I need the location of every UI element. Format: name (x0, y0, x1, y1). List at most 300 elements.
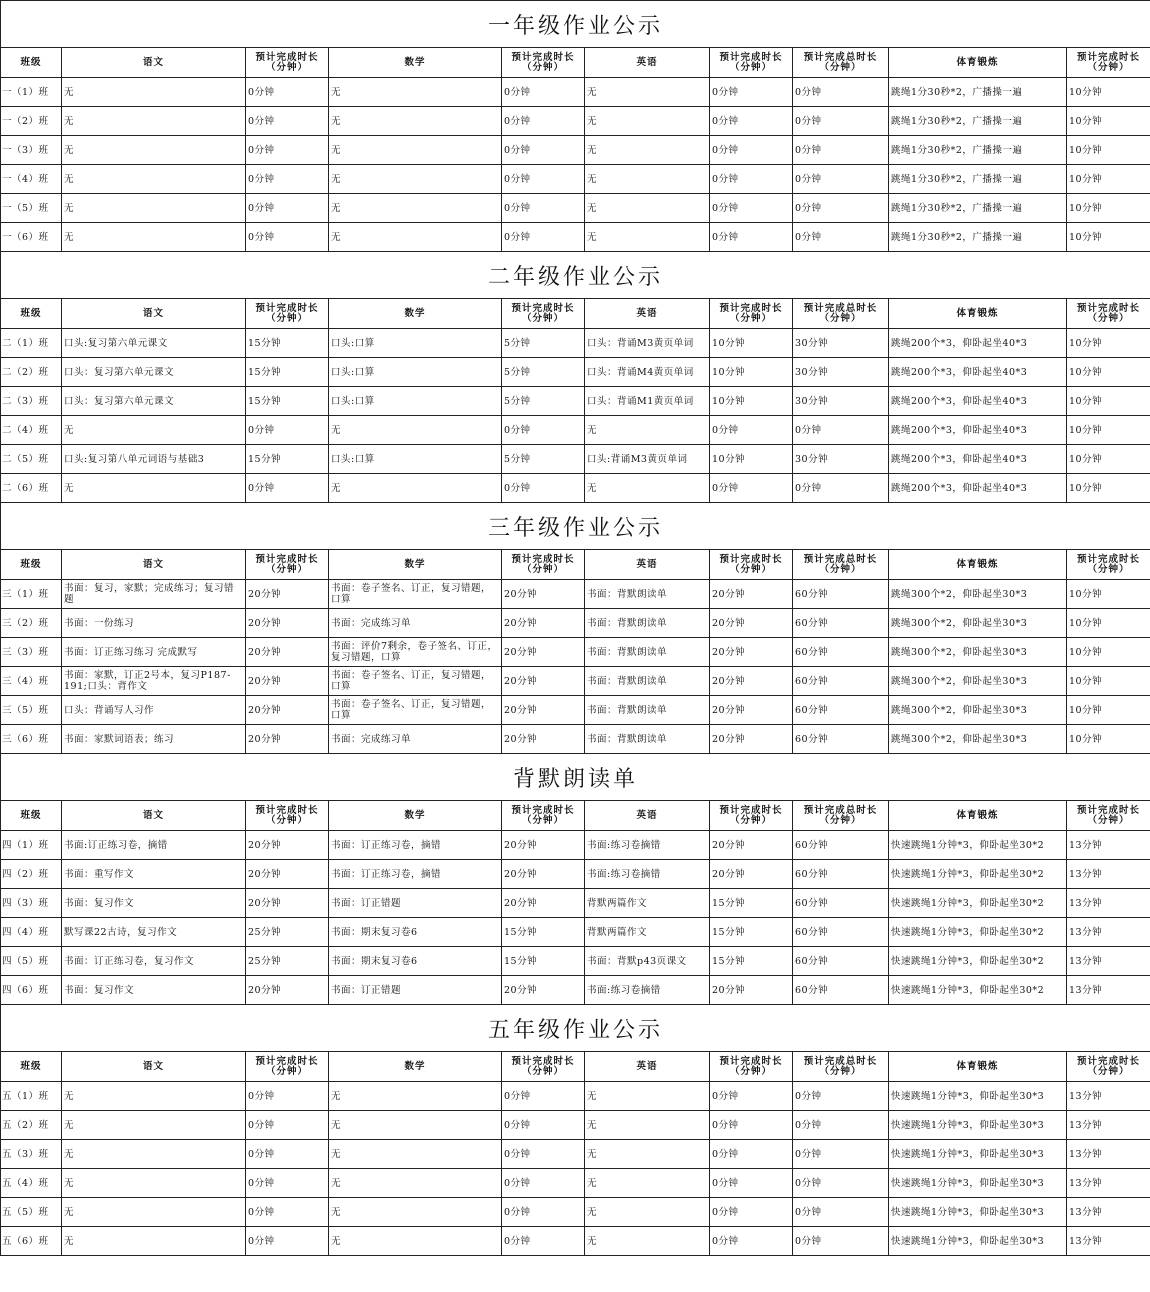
chinese-time-cell: 0分钟 (246, 1111, 329, 1140)
english-time-cell: 10分钟 (710, 358, 793, 387)
math-time-cell: 0分钟 (502, 223, 585, 252)
section-title-row (1, 1, 1150, 48)
pe-cell: 跳绳300个*2，仰卧起坐30*3 (889, 638, 1067, 667)
total-time-cell: 60分钟 (793, 609, 889, 638)
math-time-cell: 20分钟 (502, 638, 585, 667)
pe-time-cell: 13分钟 (1067, 918, 1150, 947)
table-row (1, 1198, 1150, 1227)
chinese-time-cell: 20分钟 (246, 976, 329, 1005)
chinese-time-cell: 20分钟 (246, 889, 329, 918)
chinese-time-cell: 0分钟 (246, 416, 329, 445)
pe-time-cell: 13分钟 (1067, 976, 1150, 1005)
english-time-cell: 0分钟 (710, 223, 793, 252)
english-homework-cell: 无 (585, 1111, 710, 1140)
pe-cell: 跳绳200个*3，仰卧起坐40*3 (889, 387, 1067, 416)
chinese-time-cell: 0分钟 (246, 474, 329, 503)
header-total-time: 预计完成总时长（分钟） (793, 48, 889, 78)
table-row (1, 1169, 1150, 1198)
english-time-cell: 0分钟 (710, 194, 793, 223)
math-homework-cell: 无 (329, 416, 502, 445)
total-time-cell: 0分钟 (793, 1169, 889, 1198)
math-homework-cell: 书面：卷子签名、订正，复习错题，口算 (329, 580, 502, 609)
column-header-row (1, 1052, 1150, 1082)
pe-time-cell: 10分钟 (1067, 474, 1150, 503)
header-class: 班级 (1, 801, 62, 831)
header-math: 数学 (329, 299, 502, 329)
section-title: 五年级作业公示 (1, 1005, 1150, 1052)
section-title: 一年级作业公示 (1, 1, 1150, 48)
chinese-homework-cell: 口头:复习第八单元词语与基础3 (62, 445, 246, 474)
english-time-cell: 20分钟 (710, 860, 793, 889)
class-cell: 四（4）班 (1, 918, 62, 947)
pe-cell: 快速跳绳1分钟*3，仰卧起坐30*3 (889, 1082, 1067, 1111)
chinese-time-cell: 0分钟 (246, 1140, 329, 1169)
chinese-time-cell: 25分钟 (246, 918, 329, 947)
header-chinese: 语文 (62, 299, 246, 329)
pe-time-cell: 13分钟 (1067, 1227, 1150, 1256)
pe-cell: 跳绳200个*3，仰卧起坐40*3 (889, 416, 1067, 445)
class-cell: 二（6）班 (1, 474, 62, 503)
pe-time-cell: 13分钟 (1067, 831, 1150, 860)
math-time-cell: 0分钟 (502, 1140, 585, 1169)
math-homework-cell: 书面：期末复习卷6 (329, 947, 502, 976)
pe-cell: 快速跳绳1分钟*3，仰卧起坐30*2 (889, 831, 1067, 860)
pe-time-cell: 10分钟 (1067, 696, 1150, 725)
math-homework-cell: 无 (329, 107, 502, 136)
pe-cell: 快速跳绳1分钟*3，仰卧起坐30*3 (889, 1111, 1067, 1140)
english-time-cell: 20分钟 (710, 580, 793, 609)
english-homework-cell: 无 (585, 1082, 710, 1111)
english-homework-cell: 书面：背默朗读单 (585, 696, 710, 725)
total-time-cell: 0分钟 (793, 474, 889, 503)
pe-time-cell: 10分钟 (1067, 136, 1150, 165)
pe-cell: 跳绳1分30秒*2，广播操一遍 (889, 136, 1067, 165)
chinese-homework-cell: 书面：订正练习卷，复习作文 (62, 947, 246, 976)
english-homework-cell: 口头：背诵M3黄页单词 (585, 329, 710, 358)
class-cell: 二（2）班 (1, 358, 62, 387)
pe-cell: 跳绳300个*2，仰卧起坐30*3 (889, 725, 1067, 754)
table-row (1, 107, 1150, 136)
table-row (1, 1111, 1150, 1140)
chinese-time-cell: 20分钟 (246, 580, 329, 609)
chinese-time-cell: 0分钟 (246, 136, 329, 165)
class-cell: 五（2）班 (1, 1111, 62, 1140)
column-header-row (1, 48, 1150, 78)
chinese-time-cell: 0分钟 (246, 1227, 329, 1256)
section-title: 三年级作业公示 (1, 503, 1150, 550)
chinese-homework-cell: 无 (62, 1082, 246, 1111)
class-cell: 五（1）班 (1, 1082, 62, 1111)
total-time-cell: 60分钟 (793, 580, 889, 609)
math-time-cell: 0分钟 (502, 194, 585, 223)
english-time-cell: 0分钟 (710, 1169, 793, 1198)
section-title-row (1, 754, 1150, 801)
english-time-cell: 20分钟 (710, 696, 793, 725)
math-time-cell: 20分钟 (502, 860, 585, 889)
class-cell: 五（3）班 (1, 1140, 62, 1169)
class-cell: 四（1）班 (1, 831, 62, 860)
pe-time-cell: 10分钟 (1067, 416, 1150, 445)
header-pe: 体育锻炼 (889, 801, 1067, 831)
chinese-time-cell: 25分钟 (246, 947, 329, 976)
pe-cell: 快速跳绳1分钟*3，仰卧起坐30*3 (889, 1198, 1067, 1227)
pe-cell: 快速跳绳1分钟*3，仰卧起坐30*3 (889, 1169, 1067, 1198)
header-pe: 体育锻炼 (889, 1052, 1067, 1082)
english-time-cell: 20分钟 (710, 831, 793, 860)
chinese-homework-cell: 书面：订正练习练习 完成默写 (62, 638, 246, 667)
chinese-homework-cell: 书面：家默词语表；练习 (62, 725, 246, 754)
table-row (1, 725, 1150, 754)
chinese-time-cell: 20分钟 (246, 860, 329, 889)
math-homework-cell: 书面：完成练习单 (329, 609, 502, 638)
table-row (1, 696, 1150, 725)
chinese-homework-cell: 口头：背诵写人习作 (62, 696, 246, 725)
math-homework-cell: 书面：评价7剩余，卷子签名、订正，复习错题，口算 (329, 638, 502, 667)
english-time-cell: 20分钟 (710, 638, 793, 667)
pe-time-cell: 10分钟 (1067, 609, 1150, 638)
table-row (1, 638, 1150, 667)
class-cell: 一（3）班 (1, 136, 62, 165)
chinese-time-cell: 15分钟 (246, 445, 329, 474)
pe-time-cell: 13分钟 (1067, 860, 1150, 889)
header-chinese-time: 预计完成时长（分钟） (246, 1052, 329, 1082)
total-time-cell: 60分钟 (793, 860, 889, 889)
table-row (1, 194, 1150, 223)
table-row (1, 580, 1150, 609)
table-row (1, 831, 1150, 860)
total-time-cell: 60分钟 (793, 947, 889, 976)
chinese-homework-cell: 无 (62, 136, 246, 165)
class-cell: 三（4）班 (1, 667, 62, 696)
english-homework-cell: 口头:背诵M3黄页单词 (585, 445, 710, 474)
math-homework-cell: 口头:口算 (329, 387, 502, 416)
math-time-cell: 5分钟 (502, 329, 585, 358)
class-cell: 三（2）班 (1, 609, 62, 638)
total-time-cell: 0分钟 (793, 107, 889, 136)
total-time-cell: 30分钟 (793, 358, 889, 387)
header-math: 数学 (329, 801, 502, 831)
english-time-cell: 15分钟 (710, 918, 793, 947)
english-time-cell: 0分钟 (710, 1227, 793, 1256)
header-english-time: 预计完成时长（分钟） (710, 550, 793, 580)
class-cell: 三（5）班 (1, 696, 62, 725)
total-time-cell: 60分钟 (793, 667, 889, 696)
header-chinese: 语文 (62, 48, 246, 78)
chinese-homework-cell: 无 (62, 1198, 246, 1227)
table-row (1, 165, 1150, 194)
class-cell: 三（3）班 (1, 638, 62, 667)
table-row (1, 358, 1150, 387)
total-time-cell: 0分钟 (793, 223, 889, 252)
class-cell: 四（6）班 (1, 976, 62, 1005)
english-homework-cell: 口头：背诵M4黄页单词 (585, 358, 710, 387)
english-homework-cell: 书面:练习卷摘错 (585, 976, 710, 1005)
total-time-cell: 60分钟 (793, 696, 889, 725)
header-class: 班级 (1, 1052, 62, 1082)
table-row (1, 1227, 1150, 1256)
math-time-cell: 0分钟 (502, 474, 585, 503)
class-cell: 一（2）班 (1, 107, 62, 136)
header-total-time: 预计完成总时长（分钟） (793, 299, 889, 329)
chinese-homework-cell: 口头：复习第六单元课文 (62, 358, 246, 387)
chinese-time-cell: 20分钟 (246, 725, 329, 754)
total-time-cell: 0分钟 (793, 136, 889, 165)
english-time-cell: 10分钟 (710, 387, 793, 416)
header-pe-time: 预计完成时长（分钟） (1067, 299, 1150, 329)
column-header-row (1, 299, 1150, 329)
math-time-cell: 0分钟 (502, 1169, 585, 1198)
table-row (1, 889, 1150, 918)
chinese-homework-cell: 无 (62, 194, 246, 223)
english-time-cell: 10分钟 (710, 445, 793, 474)
chinese-homework-cell: 无 (62, 223, 246, 252)
header-pe-time: 预计完成时长（分钟） (1067, 801, 1150, 831)
english-homework-cell: 背默两篇作文 (585, 918, 710, 947)
pe-time-cell: 10分钟 (1067, 358, 1150, 387)
english-homework-cell: 无 (585, 1169, 710, 1198)
math-time-cell: 5分钟 (502, 445, 585, 474)
chinese-homework-cell: 书面：复习，家默；完成练习；复习错题 (62, 580, 246, 609)
math-homework-cell: 书面：订正练习卷，摘错 (329, 860, 502, 889)
header-pe-time: 预计完成时长（分钟） (1067, 1052, 1150, 1082)
math-homework-cell: 无 (329, 474, 502, 503)
pe-time-cell: 10分钟 (1067, 78, 1150, 107)
class-cell: 一（6）班 (1, 223, 62, 252)
english-time-cell: 20分钟 (710, 725, 793, 754)
pe-cell: 跳绳1分30秒*2，广播操一遍 (889, 78, 1067, 107)
pe-cell: 跳绳1分30秒*2，广播操一遍 (889, 194, 1067, 223)
pe-cell: 跳绳1分30秒*2，广播操一遍 (889, 107, 1067, 136)
pe-cell: 快速跳绳1分钟*3，仰卧起坐30*2 (889, 947, 1067, 976)
chinese-homework-cell: 无 (62, 1111, 246, 1140)
math-homework-cell: 无 (329, 223, 502, 252)
math-homework-cell: 无 (329, 1082, 502, 1111)
chinese-time-cell: 0分钟 (246, 1198, 329, 1227)
section-title: 二年级作业公示 (1, 252, 1150, 299)
math-time-cell: 20分钟 (502, 976, 585, 1005)
class-cell: 二（4）班 (1, 416, 62, 445)
math-homework-cell: 书面：完成练习单 (329, 725, 502, 754)
header-english-time: 预计完成时长（分钟） (710, 48, 793, 78)
header-english-time: 预计完成时长（分钟） (710, 299, 793, 329)
table-row (1, 976, 1150, 1005)
math-time-cell: 0分钟 (502, 165, 585, 194)
math-homework-cell: 书面：订正错题 (329, 889, 502, 918)
math-homework-cell: 无 (329, 1111, 502, 1140)
class-cell: 二（3）班 (1, 387, 62, 416)
math-homework-cell: 口头:口算 (329, 329, 502, 358)
header-english: 英语 (585, 1052, 710, 1082)
pe-time-cell: 10分钟 (1067, 725, 1150, 754)
chinese-homework-cell: 无 (62, 165, 246, 194)
section-title-row (1, 1005, 1150, 1052)
chinese-time-cell: 0分钟 (246, 194, 329, 223)
pe-cell: 跳绳300个*2，仰卧起坐30*3 (889, 609, 1067, 638)
pe-cell: 跳绳200个*3，仰卧起坐40*3 (889, 474, 1067, 503)
header-math: 数学 (329, 48, 502, 78)
total-time-cell: 60分钟 (793, 725, 889, 754)
class-cell: 三（1）班 (1, 580, 62, 609)
table-row (1, 1140, 1150, 1169)
chinese-time-cell: 0分钟 (246, 1169, 329, 1198)
pe-cell: 跳绳300个*2，仰卧起坐30*3 (889, 580, 1067, 609)
column-header-row (1, 801, 1150, 831)
chinese-homework-cell: 无 (62, 78, 246, 107)
header-total-time: 预计完成总时长（分钟） (793, 550, 889, 580)
header-math-time: 预计完成时长（分钟） (502, 1052, 585, 1082)
header-chinese: 语文 (62, 1052, 246, 1082)
chinese-time-cell: 20分钟 (246, 831, 329, 860)
english-homework-cell: 书面：背默朗读单 (585, 725, 710, 754)
header-class: 班级 (1, 48, 62, 78)
english-time-cell: 15分钟 (710, 947, 793, 976)
header-english: 英语 (585, 801, 710, 831)
header-math: 数学 (329, 1052, 502, 1082)
english-time-cell: 0分钟 (710, 107, 793, 136)
pe-cell: 快速跳绳1分钟*3，仰卧起坐30*3 (889, 1140, 1067, 1169)
pe-time-cell: 10分钟 (1067, 387, 1150, 416)
english-homework-cell: 无 (585, 1198, 710, 1227)
class-cell: 三（6）班 (1, 725, 62, 754)
chinese-homework-cell: 口头：复习第六单元课文 (62, 387, 246, 416)
chinese-time-cell: 20分钟 (246, 638, 329, 667)
math-time-cell: 0分钟 (502, 416, 585, 445)
class-cell: 四（5）班 (1, 947, 62, 976)
total-time-cell: 0分钟 (793, 1198, 889, 1227)
pe-cell: 跳绳200个*3，仰卧起坐40*3 (889, 358, 1067, 387)
class-cell: 四（3）班 (1, 889, 62, 918)
english-time-cell: 0分钟 (710, 1111, 793, 1140)
total-time-cell: 0分钟 (793, 194, 889, 223)
header-class: 班级 (1, 299, 62, 329)
pe-cell: 快速跳绳1分钟*3，仰卧起坐30*3 (889, 1227, 1067, 1256)
total-time-cell: 60分钟 (793, 831, 889, 860)
math-time-cell: 0分钟 (502, 1227, 585, 1256)
header-math-time: 预计完成时长（分钟） (502, 550, 585, 580)
class-cell: 二（5）班 (1, 445, 62, 474)
table-row (1, 1082, 1150, 1111)
chinese-time-cell: 20分钟 (246, 609, 329, 638)
math-time-cell: 20分钟 (502, 667, 585, 696)
english-homework-cell: 无 (585, 474, 710, 503)
math-homework-cell: 无 (329, 136, 502, 165)
header-class: 班级 (1, 550, 62, 580)
chinese-homework-cell: 无 (62, 1169, 246, 1198)
total-time-cell: 60分钟 (793, 638, 889, 667)
total-time-cell: 30分钟 (793, 329, 889, 358)
total-time-cell: 60分钟 (793, 976, 889, 1005)
chinese-time-cell: 0分钟 (246, 165, 329, 194)
math-homework-cell: 无 (329, 1198, 502, 1227)
total-time-cell: 0分钟 (793, 1227, 889, 1256)
chinese-time-cell: 20分钟 (246, 667, 329, 696)
pe-time-cell: 10分钟 (1067, 194, 1150, 223)
english-homework-cell: 无 (585, 107, 710, 136)
class-cell: 一（5）班 (1, 194, 62, 223)
pe-cell: 跳绳200个*3，仰卧起坐40*3 (889, 329, 1067, 358)
total-time-cell: 60分钟 (793, 918, 889, 947)
table-row (1, 860, 1150, 889)
table-row (1, 667, 1150, 696)
total-time-cell: 30分钟 (793, 445, 889, 474)
chinese-time-cell: 15分钟 (246, 329, 329, 358)
english-homework-cell: 书面：背默朗读单 (585, 609, 710, 638)
class-cell: 二（1）班 (1, 329, 62, 358)
english-homework-cell: 无 (585, 1227, 710, 1256)
english-time-cell: 0分钟 (710, 1198, 793, 1227)
total-time-cell: 0分钟 (793, 1082, 889, 1111)
chinese-time-cell: 15分钟 (246, 387, 329, 416)
table-row (1, 387, 1150, 416)
math-time-cell: 20分钟 (502, 609, 585, 638)
pe-cell: 跳绳1分30秒*2，广播操一遍 (889, 165, 1067, 194)
header-pe-time: 预计完成时长（分钟） (1067, 550, 1150, 580)
chinese-homework-cell: 无 (62, 474, 246, 503)
header-chinese: 语文 (62, 801, 246, 831)
math-time-cell: 0分钟 (502, 78, 585, 107)
math-homework-cell: 无 (329, 1227, 502, 1256)
chinese-homework-cell: 书面：重写作文 (62, 860, 246, 889)
pe-time-cell: 13分钟 (1067, 1169, 1150, 1198)
english-homework-cell: 书面：背默朗读单 (585, 638, 710, 667)
header-math: 数学 (329, 550, 502, 580)
chinese-time-cell: 20分钟 (246, 696, 329, 725)
pe-cell: 快速跳绳1分钟*3，仰卧起坐30*2 (889, 860, 1067, 889)
math-time-cell: 20分钟 (502, 580, 585, 609)
table-row (1, 947, 1150, 976)
table-row (1, 136, 1150, 165)
pe-time-cell: 13分钟 (1067, 1198, 1150, 1227)
english-time-cell: 10分钟 (710, 329, 793, 358)
english-homework-cell: 书面:练习卷摘错 (585, 831, 710, 860)
pe-time-cell: 10分钟 (1067, 667, 1150, 696)
chinese-time-cell: 0分钟 (246, 1082, 329, 1111)
header-pe: 体育锻炼 (889, 550, 1067, 580)
class-cell: 一（1）班 (1, 78, 62, 107)
section-title-row (1, 503, 1150, 550)
chinese-homework-cell: 无 (62, 416, 246, 445)
math-homework-cell: 无 (329, 194, 502, 223)
chinese-homework-cell: 书面:订正练习卷，摘错 (62, 831, 246, 860)
math-time-cell: 20分钟 (502, 725, 585, 754)
math-time-cell: 5分钟 (502, 358, 585, 387)
math-time-cell: 20分钟 (502, 696, 585, 725)
math-homework-cell: 口头:口算 (329, 358, 502, 387)
chinese-homework-cell: 无 (62, 1227, 246, 1256)
header-chinese-time: 预计完成时长（分钟） (246, 801, 329, 831)
chinese-homework-cell: 书面：复习作文 (62, 889, 246, 918)
chinese-time-cell: 15分钟 (246, 358, 329, 387)
math-homework-cell: 书面：期末复习卷6 (329, 918, 502, 947)
math-homework-cell: 口头:口算 (329, 445, 502, 474)
section-title-row (1, 252, 1150, 299)
pe-time-cell: 10分钟 (1067, 638, 1150, 667)
header-total-time: 预计完成总时长（分钟） (793, 1052, 889, 1082)
math-homework-cell: 无 (329, 165, 502, 194)
math-time-cell: 0分钟 (502, 1198, 585, 1227)
english-time-cell: 0分钟 (710, 416, 793, 445)
pe-cell: 快速跳绳1分钟*3，仰卧起坐30*2 (889, 976, 1067, 1005)
header-chinese-time: 预计完成时长（分钟） (246, 48, 329, 78)
table-row (1, 445, 1150, 474)
header-english-time: 预计完成时长（分钟） (710, 801, 793, 831)
math-homework-cell: 书面：订正错题 (329, 976, 502, 1005)
math-time-cell: 15分钟 (502, 918, 585, 947)
english-time-cell: 20分钟 (710, 609, 793, 638)
pe-time-cell: 10分钟 (1067, 107, 1150, 136)
section-title: 背默朗读单 (1, 754, 1150, 801)
english-homework-cell: 无 (585, 136, 710, 165)
